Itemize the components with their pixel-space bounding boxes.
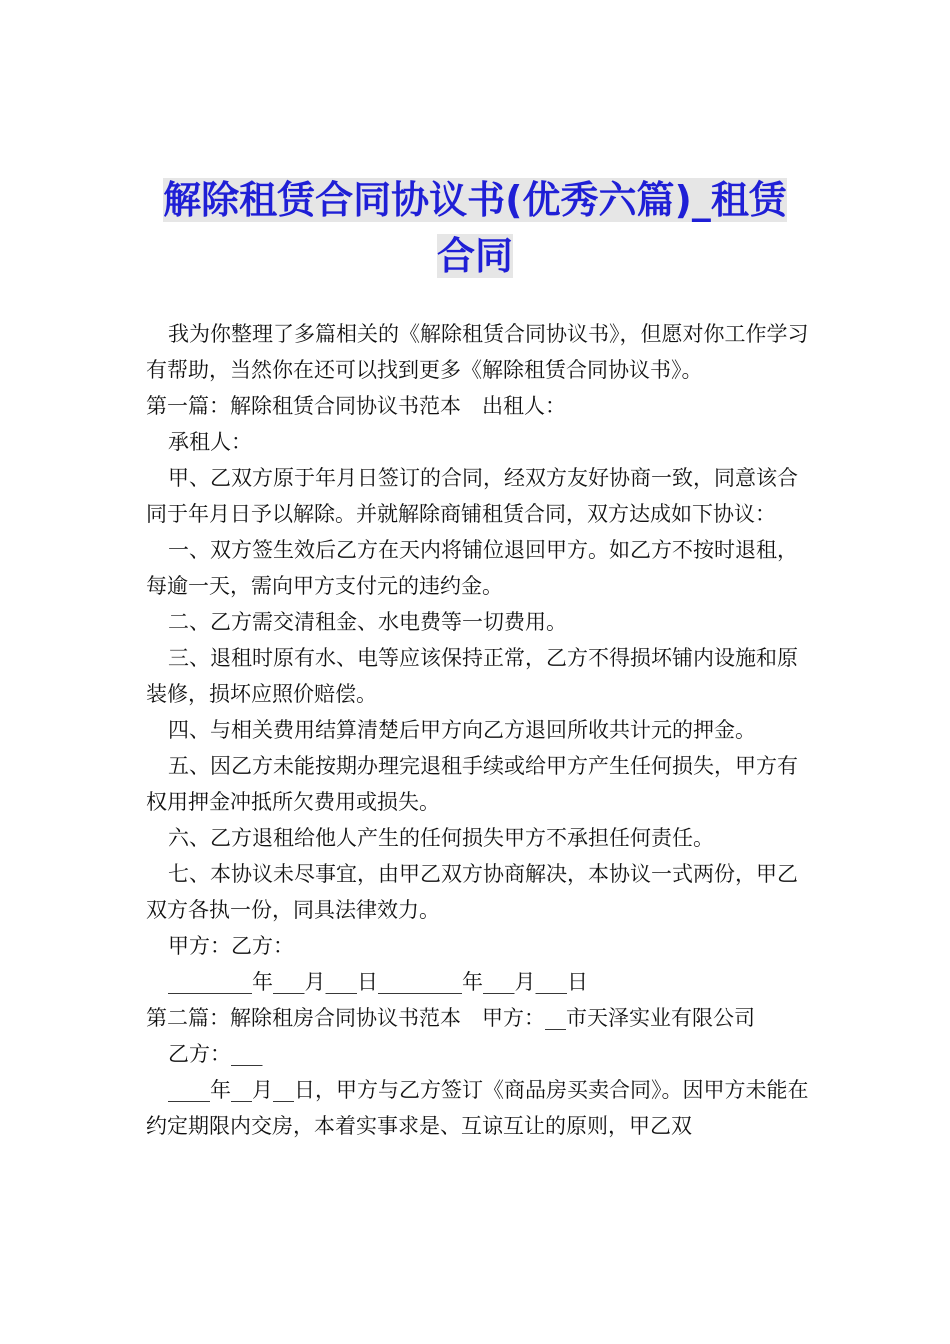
paragraph: 三、退租时原有水、电等应该保持正常，乙方不得损坏铺内设施和原装修，损坏应照价赔偿。 bbox=[146, 646, 798, 706]
title-line-1: 解除租赁合同协议书(优秀六篇)_租赁 bbox=[163, 178, 787, 222]
paragraph: 第一篇：解除租赁合同协议书范本 出租人： bbox=[146, 394, 566, 418]
paragraph: 一、双方签生效后乙方在天内将铺位退回甲方。如乙方不按时退租，每逾一天，需向甲方支付元的违约金。 bbox=[146, 538, 798, 598]
paragraph: 七、本协议未尽事宜，由甲乙双方协商解决，本协议一式两份，甲乙双方各执一份，同具法律效力。 bbox=[146, 862, 798, 922]
paragraph: 我为你整理了多篇相关的《解除租赁合同协议书》，但愿对你工作学习有帮助，当然你在还可以找到更多《解除租赁合同协议书》。 bbox=[146, 322, 809, 382]
paragraph: ________年___月___日________年___月___日 bbox=[168, 970, 588, 994]
paragraph: 承租人： bbox=[168, 430, 252, 454]
paragraph: 二、乙方需交清租金、水电费等一切费用。 bbox=[168, 610, 567, 634]
paragraph: 乙方：___ bbox=[168, 1042, 263, 1066]
document-body bbox=[146, 316, 814, 1144]
paragraph: 四、与相关费用结算清楚后甲方向乙方退回所收共计元的押金。 bbox=[168, 718, 756, 742]
paragraph: 五、因乙方未能按期办理完退租手续或给甲方产生任何损失，甲方有权用押金冲抵所欠费用或损失。 bbox=[146, 754, 798, 814]
paragraph: 甲方：乙方： bbox=[168, 934, 294, 958]
document-title bbox=[120, 172, 830, 284]
title-line-2: 合同 bbox=[436, 234, 513, 278]
paragraph: 第二篇：解除租房合同协议书范本 甲方：__市天泽实业有限公司 bbox=[146, 1006, 755, 1030]
paragraph: 甲、乙双方原于年月日签订的合同，经双方友好协商一致，同意该合同于年月日予以解除。并就解除商铺租赁合同，双方达成如下协议： bbox=[146, 466, 798, 526]
paragraph: 六、乙方退租给他人产生的任何损失甲方不承担任何责任。 bbox=[168, 826, 714, 850]
paragraph: ____年__月__日，甲方与乙方签订《商品房买卖合同》。因甲方未能在约定期限内交房，本着实事求是、互谅互让的原则，甲乙双 bbox=[146, 1078, 809, 1138]
